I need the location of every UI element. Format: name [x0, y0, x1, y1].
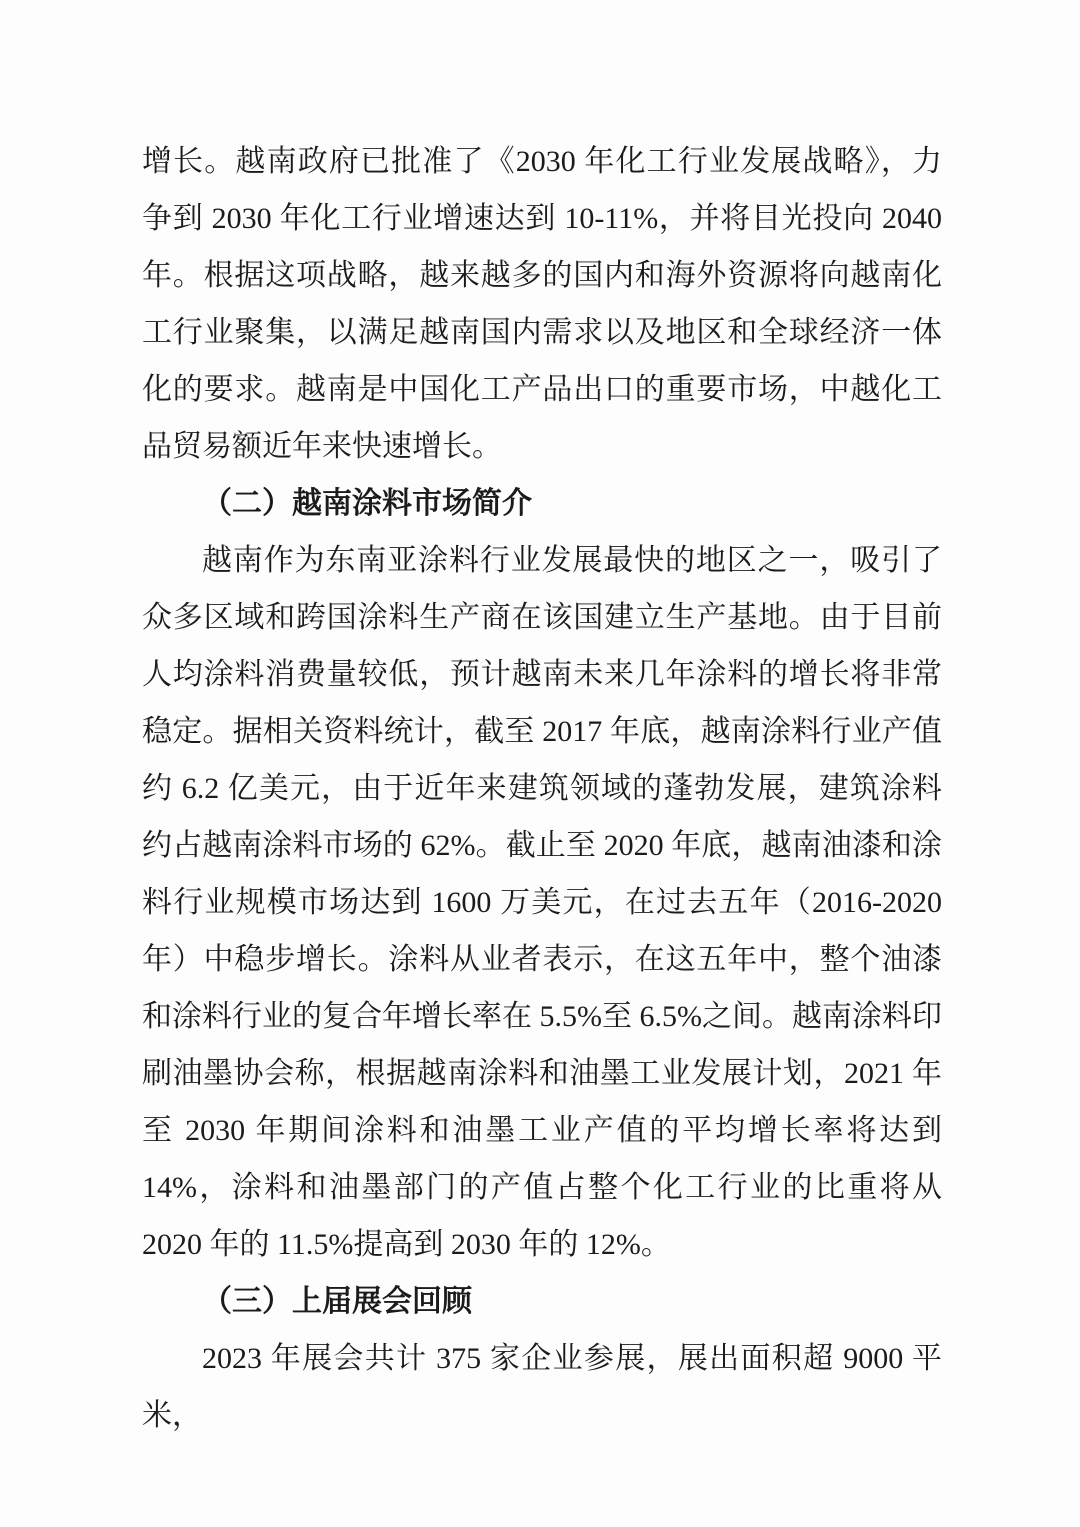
paragraph-previous-exhibition: 2023 年展会共计 375 家企业参展，展出面积超 9000 平米，: [142, 1342, 942, 1432]
section-heading-previous-exhibition: （三）上届展会回顾: [202, 1285, 472, 1318]
section-heading-coatings-market: （二）越南涂料市场简介: [202, 487, 532, 520]
paragraph-coatings-market: 越南作为东南亚涂料行业发展最快的地区之一，吸引了众多区域和跨国涂料生产商在该国建立生产基地。由于目前人均涂料消费量较低，预计越南未来几年涂料的增长将非常稳定。据相关资料统计，截至 2017 年底，越南涂料行业产值约 6.2 亿美元，由于近年来建筑领域的蓬勃发展，建筑涂料约占越南涂料市场的 62%。截止至 2020 年底，越南油漆和涂料行业规模市场达到 1600 万美元，在过去五年（2016-2020 年）中稳步增长。涂料从业者表示，在这五年中，整个油漆和涂料行业的复合年增长率在 5.5%至 6.5%之间。越南涂料印刷油墨协会称，根据越南涂料和油墨工业发展计划，2021 年至 2030 年期间涂料和油墨工业产值的平均增长率将达到 14%，涂料和油墨部门的产值占整个化工行业的比重将从 2020 年的 11.5%提高到 2030 年的 12%。: [142, 544, 942, 1261]
paragraph-chemical-industry: 增长。越南政府已批准了《2030 年化工行业发展战略》，力争到 2030 年化工行业增速达到 10-11%，并将目光投向 2040 年。根据这项战略，越来越多的国内和海外资源将向越南化工行业聚集，以满足越南国内需求以及地区和全球经济一体化的要求。越南是中国化工产品出口的重要市场，中越化工品贸易额近年来快速增长。: [142, 145, 942, 463]
